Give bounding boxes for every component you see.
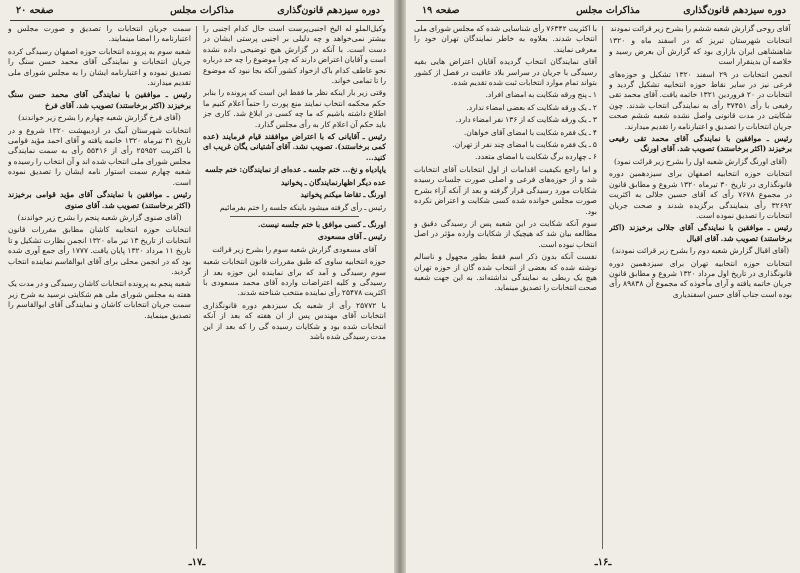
paragraph: انتخابات حوزه انتخابیه تهران برای سیزدهمین دوره قانونگذاری در تاریخ اول مرداد ۱۳۲۰ شروع و مطابق قانون جریان خاتمه یافته و آرای مأخوذه که مجموع آن ۸۹۸۳۸ رأی بوده است جناب آقای حسن اسفندیاری: [609, 258, 792, 299]
paragraph: نفست آنکه بدون ذکر اسم فقط بطور مجهول و ناسالم نوشته شده که بعضی از انتخاب شده گان از حوزه تهران هیچ یک ربطی به نمایندگی نداشته‌اند. به این جهت شعبه صحت انتخابات را تصدیق مینماید.: [414, 252, 597, 293]
page-header: [10, 4, 384, 21]
left-page: [0, 0, 394, 573]
speaker-line: رئیس ـ موافقین با نمایندگی آقای محمد حسن سنگ برخیزند (اکثر برخاستند) تصویب شد. آقای فرخ: [8, 90, 191, 110]
speaker-line: رئیس ـ آقای مسعودی: [317, 232, 386, 242]
paragraph: انتخابات حوزه انتخابیه کاشان مطابق مقررات قانون انتخابات از تاریخ ۱۳ تیر ماه ۱۳۲۰ انجمن نظارت تشکیل و تا تاریخ ۱۱ مرداد ۱۳۲۰ پایان یافت. ۱۷۷۷ رأی جمع آوری شده بود که در انجمن محلی برای آقای ابوالقاسم نماینده انتخاب گردید.: [8, 225, 191, 276]
text-column-left: [414, 24, 597, 551]
paragraph: شعبه سوم به پرونده انتخابات حوزه اصفهان رسیدگی کرده جریان انتخابات و نمایندگی آقای محمد حسن سنگ را تصدیق نموده و اعتبارنامه ایشان را به مجلس شورای ملی تقدیم میدارند.: [8, 46, 191, 88]
page-number: ـ۱۶ـ: [594, 557, 612, 568]
speaker-line: رئیس ـ موافقین با نمایندگی آقای مؤید قوامی برخیزند (اکثر برخاستند) تصویب شد. آقای صنوی: [8, 190, 191, 210]
speaker-line: اورنگ ـ تقاضا میکنم پخوانید: [300, 190, 386, 200]
paragraph: آقای نمایندگان انتخاب گردیده آقایان اعتراض هایی بقیه رسیدگی با جریان در سراسر بلاد عاقبت در فصل از کشور بتواند تمام موارد انتخابات ثبت شده تقدیم شده.: [414, 57, 597, 88]
list-item: ۲ ـ یک ورقه شکایت که بعضی امضاء ندارد.: [466, 102, 597, 112]
list-item: ۵ ـ یک فقره شکایت با امضای چند نفر از تهران.: [452, 140, 597, 150]
page-number: ـ۱۷ـ: [188, 557, 206, 568]
text-column-right: [609, 24, 792, 551]
speaker-line: اورنگ ـ کسی موافق با ختم جلسه نیست.: [257, 219, 386, 229]
list-item: ۶ ـ چهارده برگ شکایت با امضای متعدد.: [474, 152, 597, 162]
speaker-line: رئیس ـ موافقین با نمایندگی آقای محمد تقی رفیعی برخیزند (اکثر برخاستند) تصویب شد. آقای اورنگ: [609, 134, 792, 154]
paragraph: سمت جریان انتخابات را تصدیق و صورت مجلس و اعتبارنامه را امضا مینمایند.: [8, 24, 191, 44]
paragraph: رئیس ـ رأی گرفته میشود باینکه جلسه را ختم بفرمائیم: [219, 202, 386, 212]
paragraph: انتخابات شهرستان آبیک در اردیبهشت ۱۳۲۰ شروع و در تاریخ ۳۱ تیرماه ۱۳۲۰ خاتمه یافته و آقای احمد مؤید قوامی با اکثریت ۲۵۹۵۲ رأی از ۵۵۴۱۶ رأی به سمت نمایندگی مجلس شورای ملی انتخاب شده اند و آن انتخاب را رسیده و شعبه چهارم سمت استوار نامه ایشان را تصدیق نموده است.: [8, 125, 191, 187]
report-intro: (آقای اقبال گزارش شعبه دوم را بشرح زیر قرائت نمودند): [611, 246, 790, 256]
header-subtitle: مذاکرات مجلس: [170, 5, 234, 16]
page-header: [416, 4, 790, 21]
paragraph: سوم آنکه شکایت در این شعبه پس از رسیدگی دقیق و مطالعه بیان شد که هیچیک از شکایات وارده مؤثر در اصل انتخاب نبوده است.: [414, 218, 597, 249]
paragraph: وقتی زیر بار اینکه نظر ما فقط این است که پرونده را بنابر حکم محکمه انتخاب نمایند منع پورت را حتماً اعلام کنیم ما اطلاع داشته باشیم که ما چه کسی در ابلاغ شد. کاری جز باید حکم آن اعلام کار به رأی مجلس گذارد.: [203, 88, 386, 129]
speaker-line: رئیس ـ آقایانی که با اعتراض موافقند قیام فرمایند (عده کمی برخاستند). تصویب نشد. آقای آشتیانی یگان غریب ای کنید...: [203, 132, 386, 162]
list-item: ۱ ـ پنج ورقه شکایت به امضای افراد.: [485, 90, 597, 100]
text-column-left: [8, 24, 191, 551]
speaker-line: رئیس ـ موافقین با نمایندگی آقای جلالی برخیزند (اکثر برخاستند) تصویب شد. آقای اقبال: [609, 223, 792, 243]
paragraph: انتخابات شهرستان تبریز که در اسفند ماه و ۱۳۲۰ شاهنشاهی ایران بازاری بود که گزارش آن بعرض رسید و خلاصه آن بدینقرار است: [609, 36, 792, 67]
section-rule: [230, 216, 358, 217]
paragraph: و اما راجع بکیفیت اقدامات از اول انتخابات آقای انتخابات شد و از حوزه‌های فرعی و اصلی صورت جلسات رسیده شکایات مورد رسیدگی قرار گرفته و بعد از آنکه آراء بشرح صورت مجلس خوانده شده کسی شکایت و اعتراض نکرده بود.: [414, 164, 597, 216]
header-page-label: صفحه ۱۹: [422, 5, 460, 16]
header-subtitle: مذاکرات مجلس: [576, 5, 640, 16]
text-column-right: [203, 24, 386, 551]
report-intro: آقای روحی گزارش شعبه ششم را بشرح زیر قرائت نمودند: [610, 24, 791, 33]
list-item: ۴ ـ یک فقره شکایت با امضای آقای خواهان.: [463, 127, 597, 137]
paragraph: حوزه انتخابیه ساوی که طبق مقررات قانون انتخابات شعبه سوم رسیدگی و آمد که برای نماینده این حوزه بعد از رسیدگی و کلیه اعتراضات وارده آقای محمد مسعودی با اکثریت ۲۵۴۷۸ رأی نماینده منتخب شناخته شدند.: [203, 257, 386, 298]
speaker-line: یاپادیاه و نخ... ختم جلسه ـ عده‌ای از نمایندگان: ختم جلسه: [205, 165, 386, 175]
report-intro: آقای مسعودی گزارش شعبه سوم را بشرح زیر قرائت: [212, 244, 377, 254]
paragraph: با اکثریت ۷۶۳۴۲ رأی شناسایی شده که مجلس شورای ملی انتخاب شدند. بعلاوه به خاطر نمایندگان تهران خود را معرفی نمایند.: [414, 24, 597, 54]
paragraph: انتخابات حوزه انتخابیه اصفهان برای سیزدهمین دوره قانونگذاری در تاریخ ۳۰ تیرماه ۱۳۲۰ شروع و مطابق قانون در مجموع ۷۶۷۸ رأی که آقای حسین جلالی به اکثریت ۳۲۶۹۲ رأی بنمایندگی برگزیده شدند و صحت جریان انتخابات را تصدیق نموده است.: [609, 169, 792, 220]
paragraph: وکیل‌الملو له الیخ اجنبی‌پرست است حال کدام اجنبی را بیشتر نمی‌خواهد و چه دلیلی بر اجنبی پرستی ایشان در دست است. با آنکه در گزارش هیچ توضیحی داده نشده است و آقایان اعتراض دارند که چرا موضوع را چه حد درباره نحو عاطف کدام باک ازخواد کشور آنکه بجا نبود که موضوع را تا تمامی خواند.: [203, 24, 386, 86]
list-item: ۳ ـ یک ورقه شکایت که از ۱۳۶ نفر امضاء دارد.: [455, 115, 597, 125]
book-gutter: [394, 0, 406, 573]
paragraph: شعبه پنجم به پرونده انتخابات کاشان رسیدگی و در مدت یک هفته به مجلس شورای ملی هم شکایتی نرسید به شرح زیر سمت جریان انتخابات کاشان و نمایندگی آقای ابوالقاسم را تصدیق مینماید.: [8, 279, 191, 320]
paragraph: با ۲۵۷۷۲ رأی از شعبه یک سیزدهم دوره قانونگذاری انتخابات آقای مهندس پس از ان هفته که بعد از آنکه انتخابات شده بود و شکایات رسیده گی را که بعد از این مدت رسیدگی شده باشد: [203, 300, 386, 341]
header-page-label: صفحه ۲۰: [16, 5, 54, 16]
column-divider: [602, 26, 603, 549]
header-title: دوره سیزدهم قانون‌گذاری: [277, 5, 380, 16]
column-divider: [196, 26, 197, 549]
header-title: دوره سیزدهم قانون‌گذاری: [683, 5, 786, 16]
paragraph: انجمن انتخابات در ۲۹ اسفند ۱۳۲۰ تشکیل و حوزه‌های فرعی نیز در سایر نقاط حوزه انتخابیه تشکیل گردید و انتخابات در ۲۰ فروردین ۱۳۲۱ خاتمه یافت. آقای محمد تقی رفیعی با رأی ۳۷۴۵۱ رأی به نمایندگی انتخاب شدند. چون شکایتی در مدت قانونی واصل نشده شعبه ششم صحت جریان انتخابات را تصدیق و اعتبارنامه را تقدیم میدارند.: [609, 69, 792, 131]
report-intro: (آقای فرخ گزارش شعبه چهارم را بشرح زیر خواندند): [18, 113, 181, 123]
report-intro: (آقای اورنگ گزارش شعبه اول را بشرح زیر قرائت نمود): [613, 156, 788, 166]
right-page: [406, 0, 800, 573]
speaker-line: عده دیگر اظهارنمایندگان ـ پخوانید: [281, 177, 386, 187]
report-intro: (آقای صنوی گزارش شعبه پنجم را بشرح زیر خواندند): [17, 212, 182, 222]
